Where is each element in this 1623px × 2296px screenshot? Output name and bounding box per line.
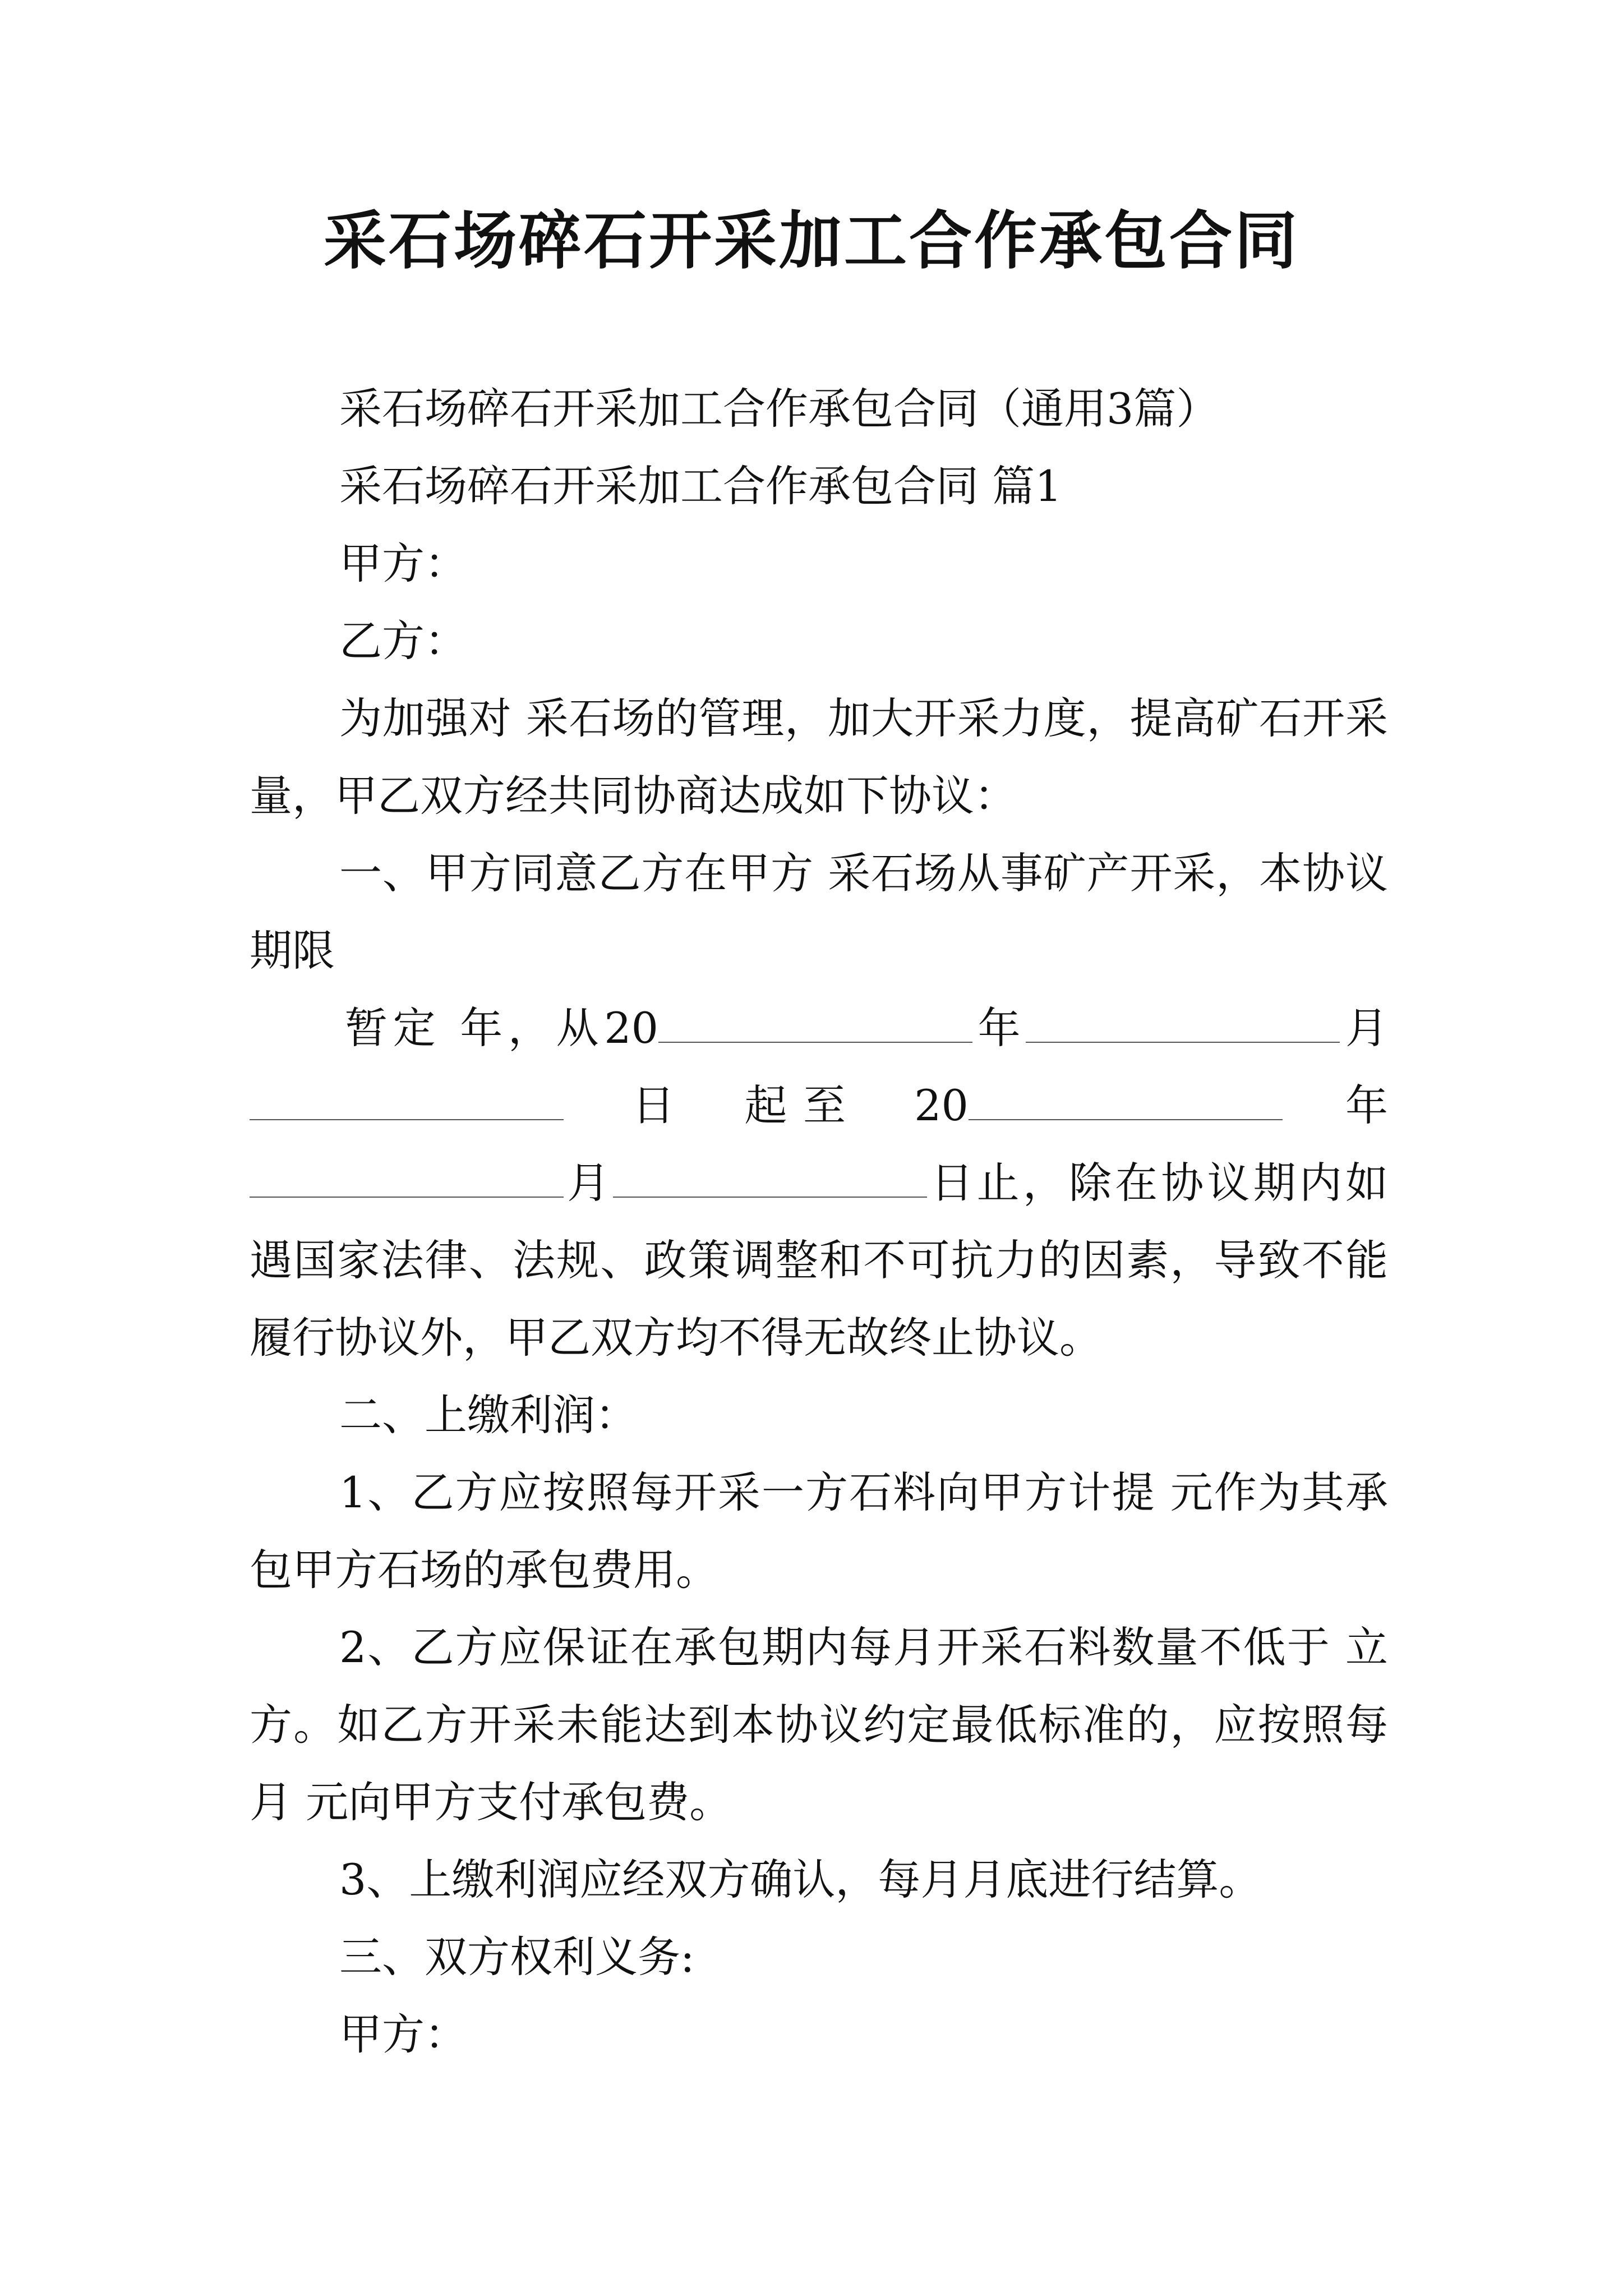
term-year-1: 年 (972, 1003, 1026, 1053)
item-1: 1、乙方应按照每开采一方石料向甲方计提 元作为其承包甲方石场的承包费用。 (250, 1467, 1388, 1595)
section-heading: 采石场碎石开采加工合作承包合同 篇1 (339, 461, 1062, 511)
blank-end-year (969, 1080, 1283, 1120)
document-body (250, 370, 1388, 2073)
party-a-duties-label: 甲方： (339, 2009, 467, 2059)
blank-start-year (658, 1002, 972, 1043)
term-day-1: 日 (631, 1080, 676, 1130)
clause-3: 三、双方权利义务: (339, 1932, 695, 1982)
party-b-label: 乙方： (339, 616, 467, 666)
clause-1: 一、甲方同意乙方在甲方 采石场从事矿产开采，本协议期限 (250, 848, 1388, 976)
term-tail: 日止，除在协议期内如遇国家法律、法规、政策调整和不可抗力的因素，导致不能履行协议外，甲乙双方均不得无故终止协议。 (250, 1158, 1389, 1363)
item-2: 2、乙方应保证在承包期内每月开采石料数量不低于 立方。如乙方开采未能达到本协议约定最低标准的，应按照每月 元向甲方支付承包费。 (250, 1622, 1388, 1827)
term-year-prefix-2: 20 (914, 1080, 969, 1130)
term-month-2: 月 (564, 1158, 614, 1208)
term-paragraph (250, 990, 1388, 1377)
blank-start-day (250, 1080, 564, 1120)
term-year-2: 年 (1344, 1080, 1389, 1130)
term-from-to: 起 至 (743, 1080, 847, 1130)
item-3: 3、上缴利润应经双方确认，每月月底进行结算。 (339, 1855, 1262, 1904)
blank-end-day (613, 1157, 927, 1198)
subtitle: 采石场碎石开采加工合作承包合同（通用3篇） (339, 384, 1219, 434)
clause-2: 二、上缴利润： (339, 1390, 638, 1440)
blank-end-month (250, 1157, 564, 1198)
intro-paragraph: 为加强对 采石场的管理，加大开采力度，提高矿石开采量，甲乙双方经共同协商达成如下协议： (250, 693, 1388, 821)
term-month-1: 月 (1340, 1003, 1389, 1053)
term-prefix: 暂定 年，从20 (345, 1003, 658, 1053)
document-title: 采石场碎石开采加工合作承包合同 (324, 204, 1299, 278)
party-a-label: 甲方： (339, 539, 467, 588)
blank-start-month (1026, 1002, 1340, 1043)
